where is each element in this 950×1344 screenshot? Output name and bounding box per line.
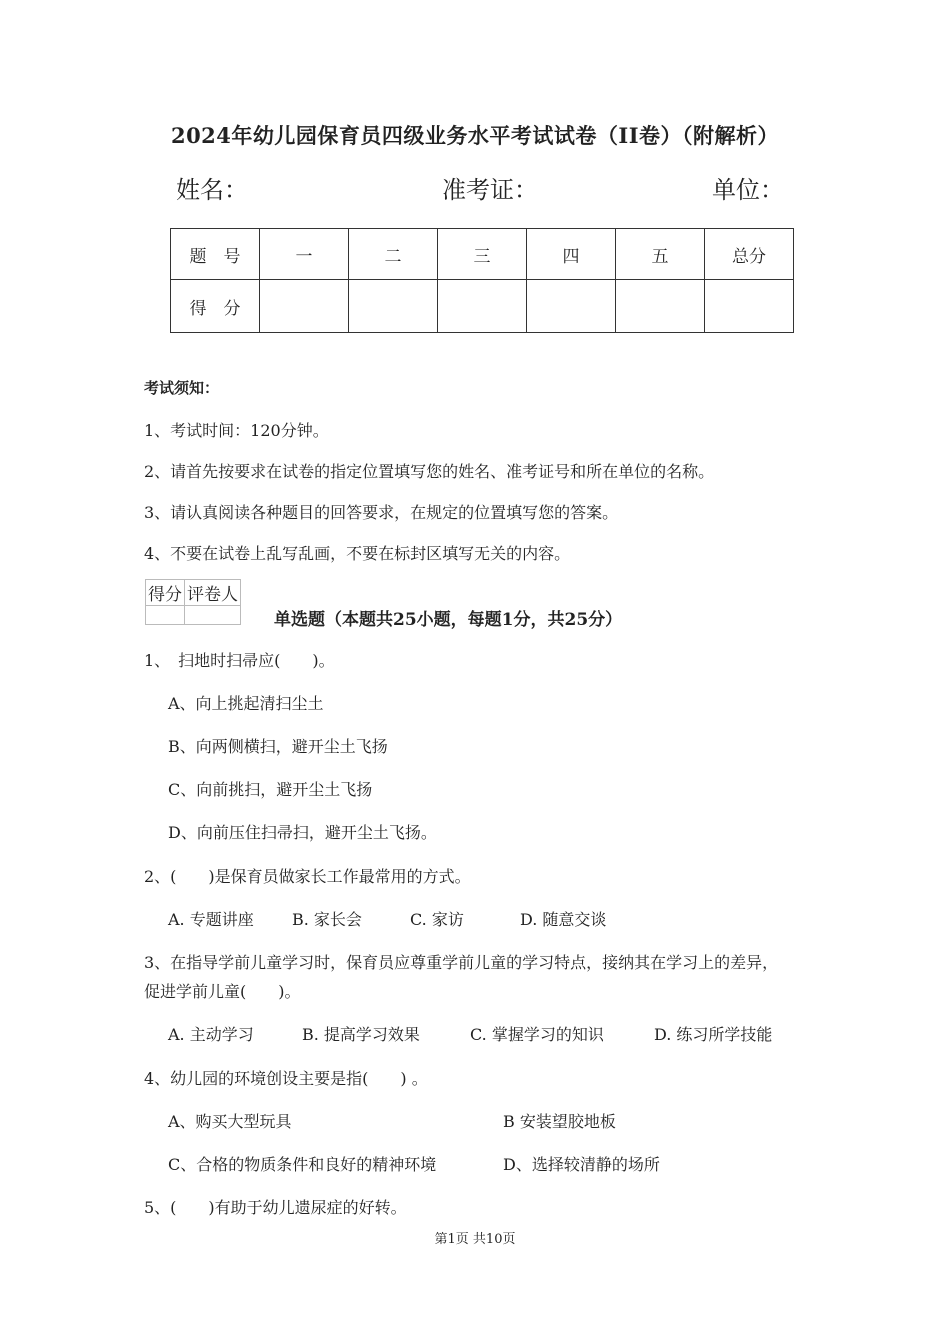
exam-number-field-label: 准考证： xyxy=(442,176,538,204)
answer-option: C、向前挑扫，避开尘土飞扬 xyxy=(168,780,373,799)
notice-item: 3、请认真阅读各种题目的回答要求，在规定的位置填写您的答案。 xyxy=(144,503,619,522)
score-cell[interactable] xyxy=(438,280,527,333)
score-table-header-cell: 总分 xyxy=(705,229,794,280)
grader-box xyxy=(145,579,241,625)
answer-option: C、合格的物质条件和良好的精神环境 xyxy=(168,1155,437,1174)
answer-option: A. 专题讲座 xyxy=(168,910,254,929)
answer-option: A、向上挑起清扫尘土 xyxy=(168,694,324,713)
grader-box-score-cell[interactable] xyxy=(146,606,185,625)
question-stem-continued: 促进学前儿童( )。 xyxy=(144,982,301,1001)
answer-option: C. 掌握学习的知识 xyxy=(470,1025,604,1044)
question-stem: 3、在指导学前儿童学习时，保育员应尊重学前儿童的学习特点，接纳其在学习上的差异， xyxy=(144,953,779,972)
question-stem: 1、 扫地时扫帚应( )。 xyxy=(144,651,335,670)
score-table-score-row xyxy=(171,280,794,333)
answer-option: D、向前压住扫帚扫，避开尘土飞扬。 xyxy=(168,823,437,842)
page-footer: 第1页 共10页 xyxy=(434,1232,516,1247)
unit-field-label: 单位： xyxy=(712,176,784,204)
document-title: 2024年幼儿园保育员四级业务水平考试试卷（II卷）（附解析） xyxy=(170,123,780,148)
score-table-header-cell: 题 号 xyxy=(171,229,260,280)
answer-option: D. 随意交谈 xyxy=(520,910,607,929)
answer-option: B. 家长会 xyxy=(292,910,362,929)
question-stem: 2、( )是保育员做家长工作最常用的方式。 xyxy=(144,867,471,886)
notice-item: 1、考试时间：120分钟。 xyxy=(144,421,329,440)
grader-box-score-label: 得分 xyxy=(146,580,185,606)
answer-option: A. 主动学习 xyxy=(168,1025,254,1044)
answer-option: B、向两侧横扫，避开尘土飞扬 xyxy=(168,737,388,756)
section-title: 单选题（本题共25小题，每题1分，共25分） xyxy=(274,610,623,630)
grader-box-grader-label: 评卷人 xyxy=(185,580,241,606)
answer-option: A、购买大型玩具 xyxy=(168,1112,292,1131)
score-table-row-label: 得 分 xyxy=(171,280,260,333)
score-cell[interactable] xyxy=(705,280,794,333)
score-table-header-cell: 三 xyxy=(438,229,527,280)
score-table-header-cell: 五 xyxy=(616,229,705,280)
score-cell[interactable] xyxy=(527,280,616,333)
score-cell[interactable] xyxy=(260,280,349,333)
score-table-header-row xyxy=(171,229,794,280)
score-table-header-cell: 一 xyxy=(260,229,349,280)
answer-option: B. 提高学习效果 xyxy=(302,1025,420,1044)
answer-option: B 安装望胶地板 xyxy=(503,1112,616,1131)
score-cell[interactable] xyxy=(349,280,438,333)
notice-heading: 考试须知： xyxy=(144,379,220,397)
score-table-header-cell: 二 xyxy=(349,229,438,280)
answer-option: D. 练习所学技能 xyxy=(654,1025,773,1044)
name-field-label: 姓名： xyxy=(176,176,248,204)
score-cell[interactable] xyxy=(616,280,705,333)
question-stem: 5、( )有助于幼儿遗尿症的好转。 xyxy=(144,1198,407,1217)
notice-item: 4、不要在试卷上乱写乱画，不要在标封区填写无关的内容。 xyxy=(144,544,571,563)
score-table-header-cell: 四 xyxy=(527,229,616,280)
answer-option: D、选择较清静的场所 xyxy=(503,1155,660,1174)
score-table xyxy=(170,228,794,333)
question-stem: 4、幼儿园的环境创设主要是指( ) 。 xyxy=(144,1069,428,1088)
notice-item: 2、请首先按要求在试卷的指定位置填写您的姓名、准考证号和所在单位的名称。 xyxy=(144,462,715,481)
answer-option: C. 家访 xyxy=(410,910,464,929)
grader-box-grader-cell[interactable] xyxy=(185,606,241,625)
